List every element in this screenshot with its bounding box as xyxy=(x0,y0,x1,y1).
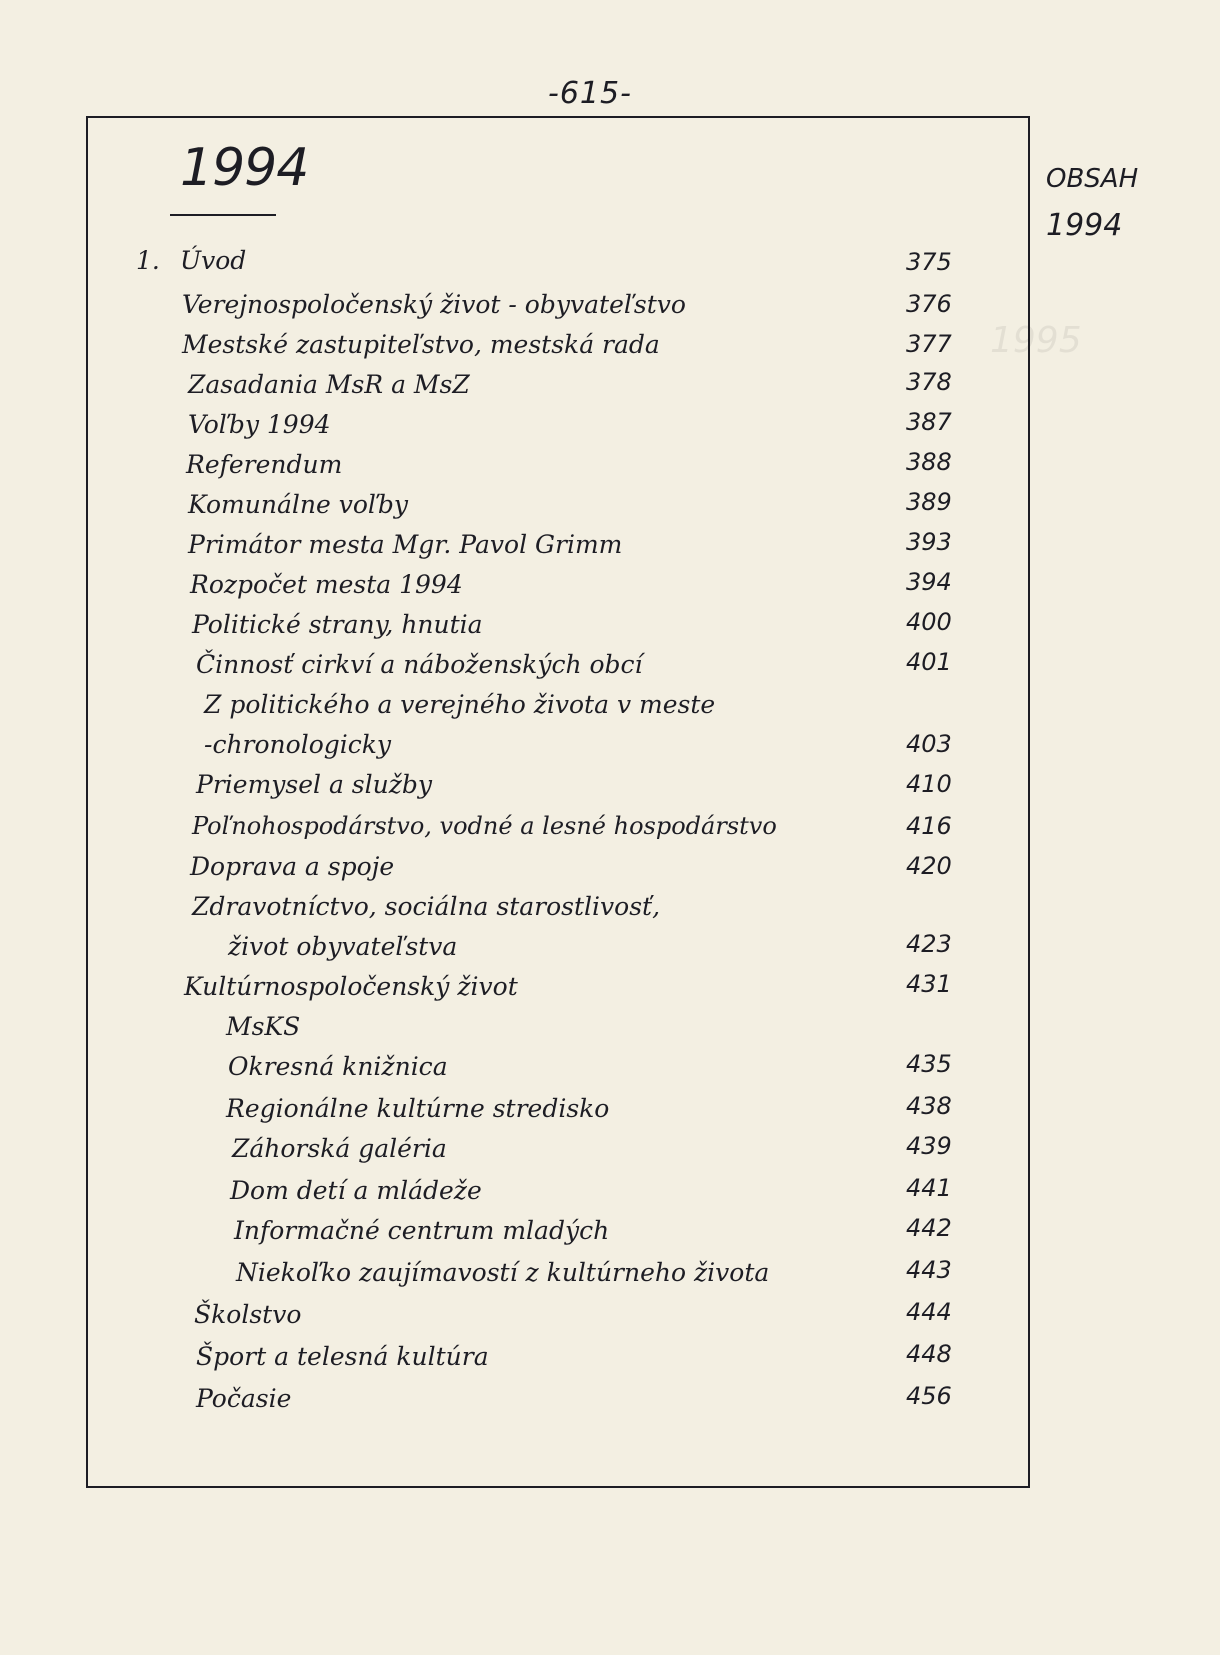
side-label-obsah: OBSAH xyxy=(1046,164,1139,194)
entry-page: 393 xyxy=(906,528,952,556)
entry-page: 387 xyxy=(906,408,952,436)
entry-page: 389 xyxy=(906,488,952,516)
toc-entry: Priemysel a služby xyxy=(196,770,433,799)
entry-page: 444 xyxy=(906,1298,952,1326)
toc-entry: Školstvo xyxy=(194,1300,302,1329)
entry-page: 442 xyxy=(906,1214,952,1242)
toc-entry: Z politického a verejného života v meste xyxy=(204,690,716,719)
entry-page: 375 xyxy=(906,248,952,276)
toc-entry: Počasie xyxy=(196,1384,292,1413)
toc-entry: Rozpočet mesta 1994 xyxy=(190,570,463,599)
toc-entry: Zasadania MsR a MsZ xyxy=(188,370,470,399)
toc-entry: Niekoľko zaujímavostí z kultúrneho života xyxy=(236,1258,770,1287)
toc-entry: MsKS xyxy=(226,1012,301,1041)
toc-entry: Poľnohospodárstvo, vodné a lesné hospodárstvo xyxy=(192,812,777,840)
toc-entry: Informačné centrum mladých xyxy=(234,1216,610,1245)
entry-page: 401 xyxy=(906,648,952,676)
toc-entry: Politické strany, hnutia xyxy=(192,610,483,639)
toc-entry: Voľby 1994 xyxy=(188,410,331,439)
toc-entry: život obyvateľstva xyxy=(228,932,458,961)
page-number: -615- xyxy=(548,76,632,111)
entry-page: 448 xyxy=(906,1340,952,1368)
entry-page: 431 xyxy=(906,970,952,998)
toc-entry: Doprava a spoje xyxy=(190,852,395,881)
entry-page: 416 xyxy=(906,812,952,840)
entry-number: 1. xyxy=(136,246,160,275)
entry-page: 394 xyxy=(906,568,952,596)
entry-page: 420 xyxy=(906,852,952,880)
entry-page: 410 xyxy=(906,770,952,798)
toc-entry: Záhorská galéria xyxy=(232,1134,447,1163)
entry-page: 377 xyxy=(906,330,952,358)
toc-entry: Komunálne voľby xyxy=(188,490,409,519)
toc-entry: Primátor mesta Mgr. Pavol Grimm xyxy=(188,530,623,559)
entry-page: 438 xyxy=(906,1092,952,1120)
side-label-year: 1994 xyxy=(1046,208,1123,243)
entry-page: 441 xyxy=(906,1174,952,1202)
toc-entry: -chronologicky xyxy=(204,730,392,759)
entry-page: 439 xyxy=(906,1132,952,1160)
toc-entry: Šport a telesná kultúra xyxy=(196,1342,489,1371)
entry-page: 376 xyxy=(906,290,952,318)
entry-title: Úvod xyxy=(180,246,247,275)
entry-page: 456 xyxy=(906,1382,952,1410)
year-underline xyxy=(170,214,276,216)
toc-entry: Verejnospoločenský život - obyvateľstvo xyxy=(182,290,686,319)
entry-page: 423 xyxy=(906,930,952,958)
ghost-year-bleed: 1995 xyxy=(990,320,1082,361)
toc-entry: Okresná knižnica xyxy=(228,1052,448,1081)
toc-entry: Referendum xyxy=(186,450,343,479)
entry-page: 400 xyxy=(906,608,952,636)
entry-page: 388 xyxy=(906,448,952,476)
toc-entry: Dom detí a mládeže xyxy=(230,1176,482,1205)
year-title: 1994 xyxy=(180,138,309,198)
toc-entry: Činnosť cirkví a náboženských obcí xyxy=(196,650,643,679)
entry-page: 378 xyxy=(906,368,952,396)
entry-page: 443 xyxy=(906,1256,952,1284)
entry-page: 435 xyxy=(906,1050,952,1078)
toc-entry: Zdravotníctvo, sociálna starostlivosť, xyxy=(192,892,661,921)
toc-entry: Kultúrnospoločenský život xyxy=(184,972,518,1001)
toc-entry: Mestské zastupiteľstvo, mestská rada xyxy=(182,330,660,359)
toc-entry: Regionálne kultúrne stredisko xyxy=(226,1094,610,1123)
entry-page: 403 xyxy=(906,730,952,758)
